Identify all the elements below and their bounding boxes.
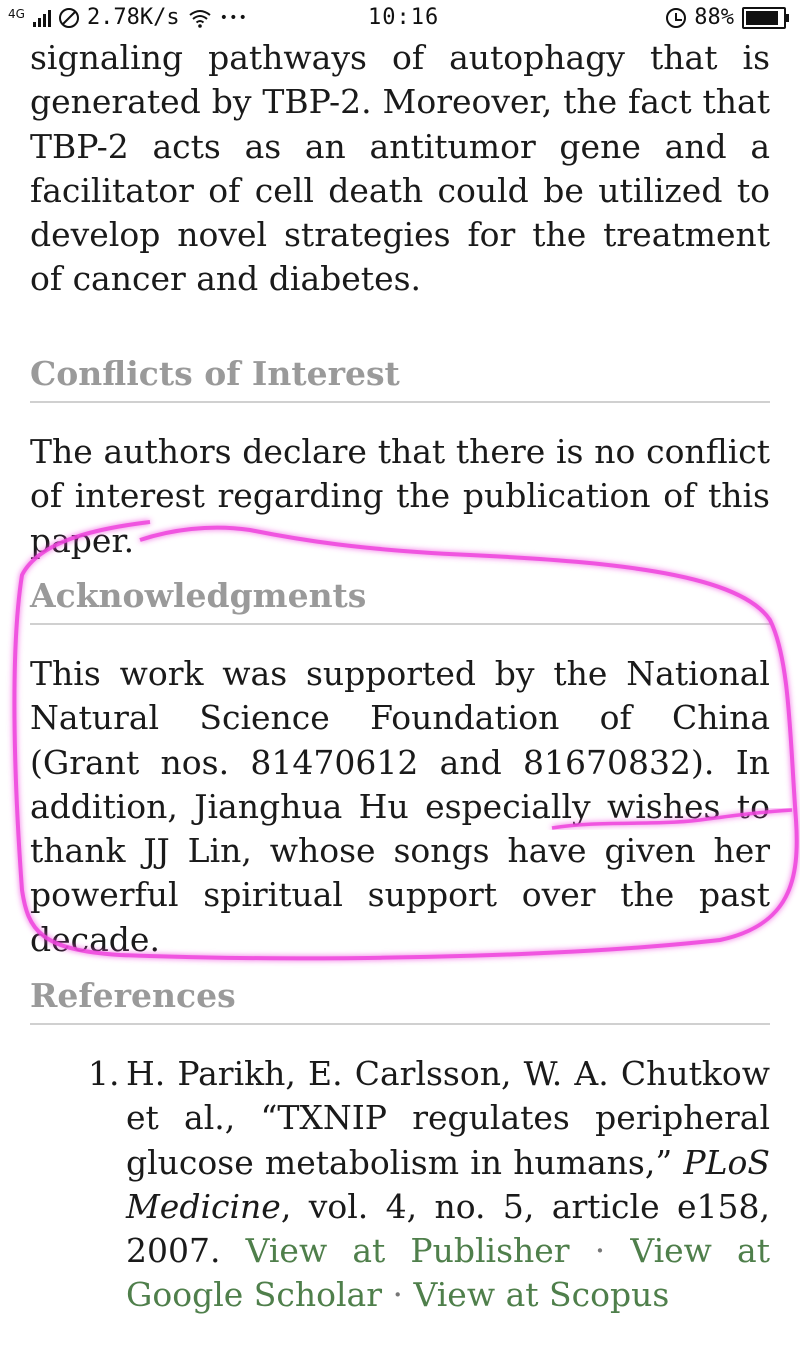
view-at-scopus-link[interactable]: View at Scopus — [413, 1275, 670, 1315]
signal-strength-icon — [33, 9, 51, 27]
network-speed: 2.78K/s — [86, 5, 180, 30]
more-notifications-icon: ••• — [219, 9, 248, 26]
reference-authors-title: H. Parikh, E. Carlsson, W. A. Chutkow et al., “TXNIP regulates peripheral glucose metabolism in humans,” — [126, 1054, 770, 1182]
intro-paragraph: signaling pathways of autophagy that is generated by TBP-2. Moreover, the fact that TBP-2 acts as an antitumor gene and a facilitator of cell death could be utilized to develop novel strategies for the treatment of cancer and diabetes. — [30, 38, 770, 299]
reference-number: 1. — [88, 1054, 120, 1093]
battery-icon — [742, 7, 786, 29]
conflicts-body: The authors declare that there is no conflict of interest regarding the publication of this paper. — [30, 432, 770, 560]
wifi-icon — [188, 8, 212, 28]
battery-percent: 88% — [694, 5, 734, 30]
link-separator: · — [569, 1231, 631, 1271]
reference-details: , vol. 4, no. 5, article e158, 2007. — [126, 1186, 770, 1271]
acknowledgments-heading: Acknowledgments — [30, 576, 770, 625]
status-right — [666, 5, 786, 30]
references-heading: References — [30, 976, 770, 1025]
network-type-label: 4G — [8, 6, 25, 21]
reference-journal: PLoS Medicine — [126, 1142, 770, 1226]
link-separator: · — [382, 1275, 414, 1315]
view-at-publisher-link[interactable]: View at Publisher — [245, 1231, 570, 1271]
status-left — [8, 5, 248, 30]
clock: 10:16 — [368, 5, 440, 30]
view-at-google-scholar-link[interactable]: View at Google Scholar — [126, 1231, 770, 1315]
conflicts-heading: Conflicts of Interest — [30, 354, 770, 403]
reference-item — [90, 1052, 770, 1318]
battery-fill — [746, 11, 778, 25]
do-not-disturb-icon — [59, 8, 79, 28]
reference-text — [126, 1052, 770, 1318]
status-bar — [0, 0, 800, 38]
alarm-icon — [666, 8, 686, 28]
acknowledgments-body: This work was supported by the National Natural Science Foundation of China (Grant nos. 81470612 and 81670832). In addition, Jianghua Hu especially wishes to thank JJ Lin, whose songs have given her powerful spiritual support over the past decade. — [30, 654, 770, 959]
